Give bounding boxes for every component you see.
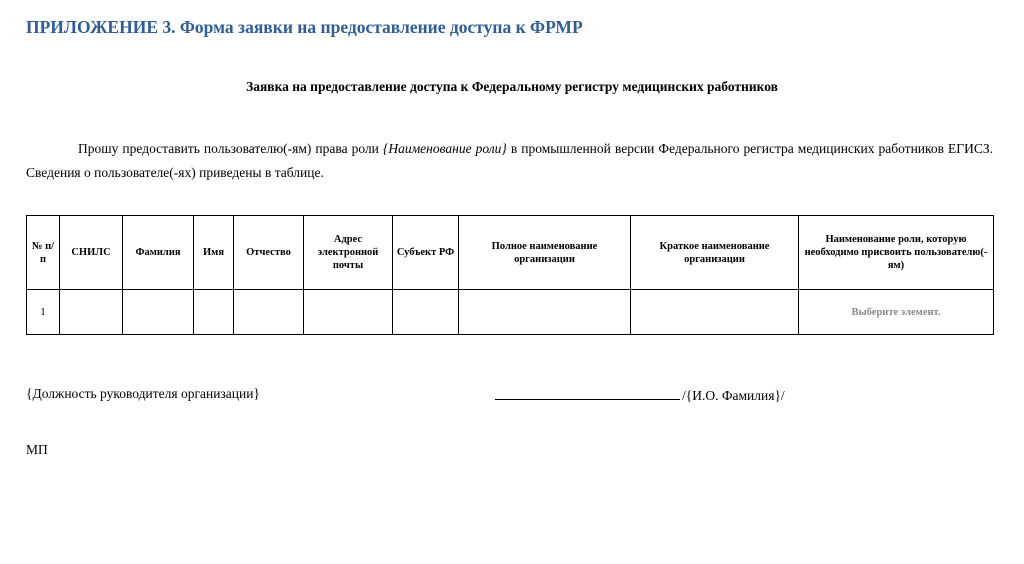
header-snils: СНИЛС <box>60 216 123 290</box>
cell-name[interactable] <box>194 290 234 335</box>
signature-block <box>495 386 785 404</box>
table-row <box>27 290 994 335</box>
paragraph-text-start: Прошу предоставить пользователю(-ям) права роли <box>78 141 383 156</box>
cell-email[interactable] <box>304 290 393 335</box>
signature-line[interactable] <box>495 386 680 400</box>
form-title: Заявка на предоставление доступа к Федеральному регистру медицинских работников <box>246 79 778 94</box>
header-org-full: Полное наименование организации <box>459 216 631 290</box>
cell-snils[interactable] <box>60 290 123 335</box>
header-region: Субъект РФ <box>393 216 459 290</box>
role-placeholder-field[interactable]: {Наименование роли} <box>382 141 507 156</box>
header-surname: Фамилия <box>123 216 194 290</box>
paragraph-text-end: в промышленной версии Федерального регистра медицинских работников ЕГИСЗ. Сведения о пользователе(-ях) приведены в таблице. <box>26 141 993 180</box>
cell-org-full[interactable] <box>459 290 631 335</box>
signer-position-field[interactable]: {Должность руководителя организации} <box>26 386 260 401</box>
request-paragraph <box>26 137 993 185</box>
signature-name-field[interactable]: /{И.О. Фамилия}/ <box>682 388 785 403</box>
role-select-control[interactable]: Выберите элемент. <box>799 290 994 335</box>
cell-region[interactable] <box>393 290 459 335</box>
stamp-placeholder: МП <box>26 442 48 457</box>
users-table <box>26 215 994 335</box>
header-name: Имя <box>194 216 234 290</box>
header-num: № п/п <box>27 216 60 290</box>
cell-num: 1 <box>27 290 60 335</box>
appendix-heading: ПРИЛОЖЕНИЕ 3. Форма заявки на предоставление доступа к ФРМР <box>26 17 583 37</box>
header-email: Адрес электронной почты <box>304 216 393 290</box>
header-patronymic: Отчество <box>234 216 304 290</box>
cell-surname[interactable] <box>123 290 194 335</box>
table-header-row <box>27 216 994 290</box>
header-org-short: Краткое наименование организации <box>631 216 799 290</box>
header-role: Наименование роли, которую необходимо присвоить пользователю(-ям) <box>799 216 994 290</box>
cell-org-short[interactable] <box>631 290 799 335</box>
cell-patronymic[interactable] <box>234 290 304 335</box>
